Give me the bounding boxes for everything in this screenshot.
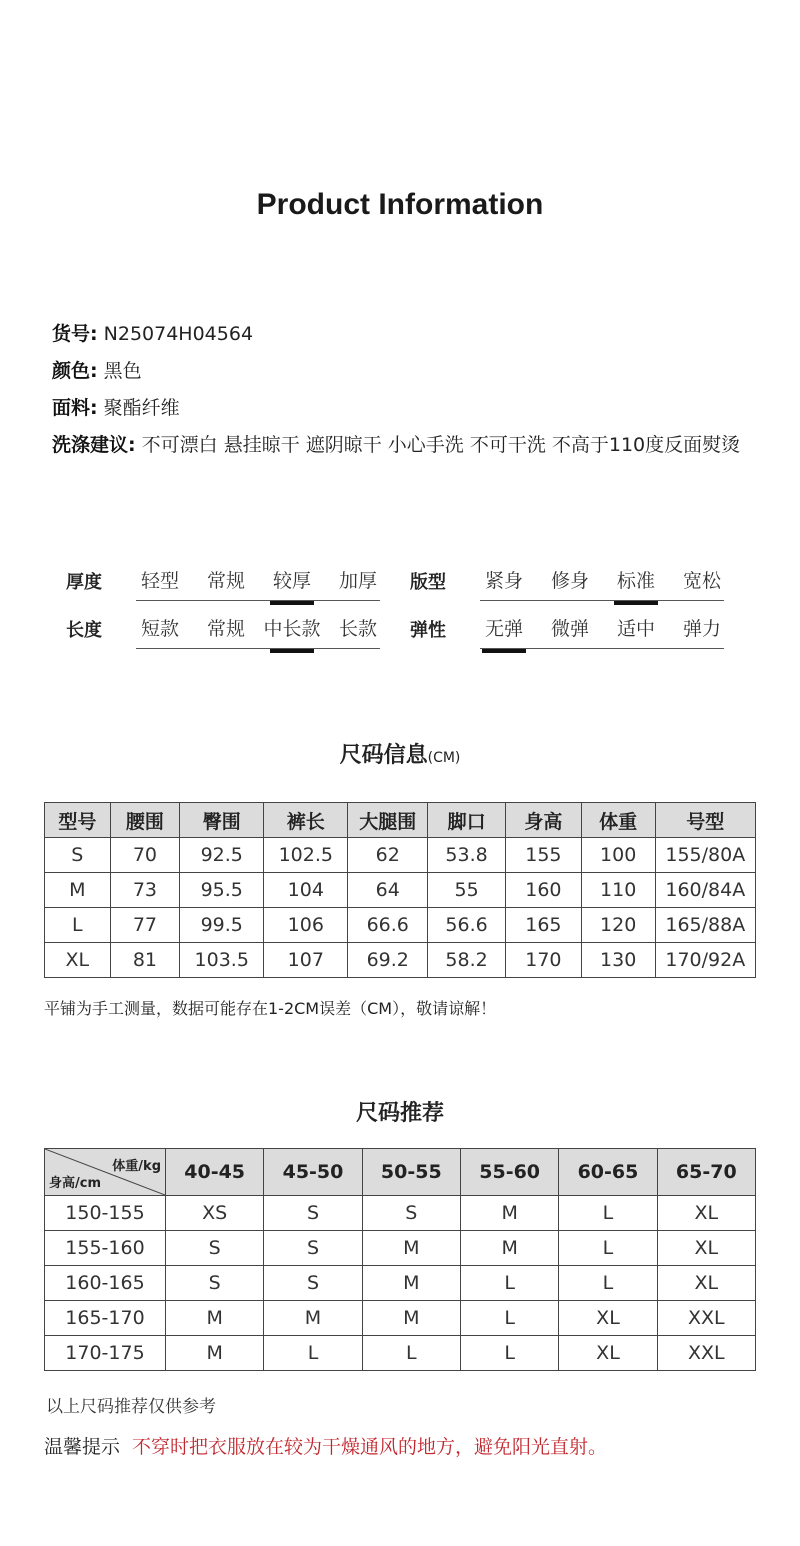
fit-option: 紧身 xyxy=(484,570,523,592)
size-row xyxy=(45,943,756,978)
size-cell: 70 xyxy=(110,838,180,873)
size-row xyxy=(45,908,756,943)
rec-size-cell: XS xyxy=(166,1196,264,1231)
rec-size-cell: S xyxy=(166,1266,264,1301)
thickness-option: 常规 xyxy=(206,570,245,592)
size-table xyxy=(44,802,756,978)
attribute-panel xyxy=(0,560,800,660)
size-cell: 73 xyxy=(110,873,180,908)
elasticity-option: 微弹 xyxy=(550,618,589,640)
length-option: 中长款 xyxy=(262,614,322,641)
length-option: 短款 xyxy=(140,618,179,640)
rec-size-cell: XXL xyxy=(657,1336,755,1371)
rec-size-cell: L xyxy=(460,1266,558,1301)
color-value: 黑色 xyxy=(103,360,142,382)
weight-col-header: 55-60 xyxy=(460,1149,558,1196)
tip-text: 不穿时把衣服放在较为干燥通风的地方，避免阳光直射。 xyxy=(132,1436,608,1458)
wash-row xyxy=(52,427,772,464)
rec-size-cell: S xyxy=(362,1196,460,1231)
size-cell: 130 xyxy=(581,943,655,978)
length-option: 长款 xyxy=(338,618,377,640)
rec-size-cell: XL xyxy=(657,1266,755,1301)
size-cell: 160/84A xyxy=(655,873,755,908)
thickness-option: 加厚 xyxy=(338,570,377,592)
rec-size-cell: L xyxy=(460,1301,558,1336)
size-cell: L xyxy=(45,908,111,943)
rec-size-cell: L xyxy=(559,1196,657,1231)
size-cell: 165/88A xyxy=(655,908,755,943)
thickness-option: 轻型 xyxy=(140,570,179,592)
weight-axis-label: 体重/kg xyxy=(112,1159,161,1174)
fabric-value: 聚酯纤维 xyxy=(103,397,180,419)
fit-option: 标准 xyxy=(606,566,666,593)
elasticity-option: 无弹 xyxy=(474,614,534,641)
size-cell: XL xyxy=(45,943,111,978)
size-cell: 110 xyxy=(581,873,655,908)
wash-label: 洗涤建议: xyxy=(52,434,136,456)
rec-size-cell: M xyxy=(264,1301,362,1336)
elasticity-scale xyxy=(480,608,724,649)
rec-table-header xyxy=(45,1149,756,1196)
size-cell: 53.8 xyxy=(428,838,506,873)
sku-row xyxy=(52,316,772,353)
rec-row xyxy=(45,1231,756,1266)
rec-size-cell: M xyxy=(362,1231,460,1266)
size-cell: S xyxy=(45,838,111,873)
size-col-header: 型号 xyxy=(45,803,111,838)
rec-size-cell: L xyxy=(362,1336,460,1371)
size-col-header: 腰围 xyxy=(110,803,180,838)
rec-row xyxy=(45,1266,756,1301)
size-col-header: 脚口 xyxy=(428,803,506,838)
size-cell: 62 xyxy=(348,838,428,873)
height-range-cell: 150-155 xyxy=(45,1196,166,1231)
rec-size-cell: XL xyxy=(657,1231,755,1266)
page-title: Product Information xyxy=(256,188,544,221)
size-cell: 160 xyxy=(506,873,582,908)
size-cell: 58.2 xyxy=(428,943,506,978)
height-range-cell: 165-170 xyxy=(45,1301,166,1336)
rec-size-cell: S xyxy=(264,1196,362,1231)
size-cell: 92.5 xyxy=(180,838,264,873)
fit-option: 宽松 xyxy=(682,570,721,592)
size-cell: 56.6 xyxy=(428,908,506,943)
color-row xyxy=(52,353,772,390)
rec-size-cell: M xyxy=(460,1196,558,1231)
rec-size-cell: L xyxy=(559,1266,657,1301)
weight-col-header: 40-45 xyxy=(166,1149,264,1196)
tip-label: 温馨提示 xyxy=(44,1436,121,1458)
thickness-option: 较厚 xyxy=(262,566,322,593)
measurement-note: 平铺为手工测量，数据可能存在1-2CM误差（CM），敬请谅解！ xyxy=(44,999,497,1018)
rec-size-cell: XXL xyxy=(657,1301,755,1336)
fit-scale xyxy=(480,560,724,601)
size-info-heading xyxy=(0,738,800,769)
rec-row xyxy=(45,1196,756,1231)
rec-table-body xyxy=(45,1196,756,1371)
size-cell: 100 xyxy=(581,838,655,873)
elasticity-option: 适中 xyxy=(616,618,655,640)
size-row xyxy=(45,873,756,908)
thickness-label: 厚度 xyxy=(66,572,102,593)
rec-size-cell: S xyxy=(264,1266,362,1301)
size-cell: 104 xyxy=(264,873,348,908)
size-cell: 120 xyxy=(581,908,655,943)
weight-col-header: 45-50 xyxy=(264,1149,362,1196)
size-col-header: 大腿围 xyxy=(348,803,428,838)
length-scale xyxy=(136,608,380,649)
size-cell: 103.5 xyxy=(180,943,264,978)
size-col-header: 身高 xyxy=(506,803,582,838)
rec-size-cell: M xyxy=(166,1301,264,1336)
size-cell: 77 xyxy=(110,908,180,943)
size-cell: 64 xyxy=(348,873,428,908)
weight-col-header: 65-70 xyxy=(657,1149,755,1196)
size-col-header: 号型 xyxy=(655,803,755,838)
fabric-label: 面料: xyxy=(52,397,98,419)
size-cell: 55 xyxy=(428,873,506,908)
rec-size-cell: XL xyxy=(559,1301,657,1336)
size-info-title: 尺码信息 xyxy=(339,743,428,768)
rec-size-cell: M xyxy=(460,1231,558,1266)
length-label: 长度 xyxy=(66,620,102,641)
fabric-row xyxy=(52,390,772,427)
rec-row xyxy=(45,1301,756,1336)
sku-value: N25074H04564 xyxy=(103,323,254,345)
size-cell: 155/80A xyxy=(655,838,755,873)
size-cell: M xyxy=(45,873,111,908)
thickness-scale xyxy=(136,560,380,601)
height-axis-label: 身高/cm xyxy=(49,1176,102,1191)
rec-size-cell: L xyxy=(264,1336,362,1371)
rec-corner-cell xyxy=(45,1149,166,1196)
rec-size-cell: XL xyxy=(657,1196,755,1231)
size-rec-title: 尺码推荐 xyxy=(355,1101,444,1126)
rec-row xyxy=(45,1336,756,1371)
sku-label: 货号: xyxy=(52,323,98,345)
rec-size-cell: S xyxy=(166,1231,264,1266)
size-info-unit: (CM) xyxy=(427,750,461,766)
size-table-header xyxy=(45,803,756,838)
size-col-header: 臀围 xyxy=(180,803,264,838)
elasticity-label: 弹性 xyxy=(410,620,446,641)
fit-label: 版型 xyxy=(410,572,446,593)
length-option: 常规 xyxy=(206,618,245,640)
warm-tip xyxy=(44,1432,607,1459)
rec-size-cell: L xyxy=(559,1231,657,1266)
rec-size-cell: M xyxy=(362,1266,460,1301)
size-cell: 95.5 xyxy=(180,873,264,908)
size-cell: 170/92A xyxy=(655,943,755,978)
weight-col-header: 50-55 xyxy=(362,1149,460,1196)
size-row xyxy=(45,838,756,873)
size-col-header: 裤长 xyxy=(264,803,348,838)
fit-option: 修身 xyxy=(550,570,589,592)
rec-note: 以上尺码推荐仅供参考 xyxy=(46,1397,216,1417)
height-range-cell: 160-165 xyxy=(45,1266,166,1301)
size-col-header: 体重 xyxy=(581,803,655,838)
size-cell: 106 xyxy=(264,908,348,943)
product-info xyxy=(52,316,772,464)
weight-col-header: 60-65 xyxy=(559,1149,657,1196)
rec-size-cell: M xyxy=(362,1301,460,1336)
size-cell: 165 xyxy=(506,908,582,943)
size-cell: 66.6 xyxy=(348,908,428,943)
rec-size-cell: M xyxy=(166,1336,264,1371)
rec-size-cell: S xyxy=(264,1231,362,1266)
elasticity-option: 弹力 xyxy=(682,618,721,640)
height-range-cell: 170-175 xyxy=(45,1336,166,1371)
height-range-cell: 155-160 xyxy=(45,1231,166,1266)
size-cell: 170 xyxy=(506,943,582,978)
rec-size-cell: L xyxy=(460,1336,558,1371)
rec-size-cell: XL xyxy=(559,1336,657,1371)
size-table-body xyxy=(45,838,756,978)
wash-value: 不可漂白 悬挂晾干 遮阴晾干 小心手洗 不可干洗 不高于110度反面熨烫 xyxy=(141,434,741,456)
size-recommendation-table xyxy=(44,1148,756,1371)
size-cell: 102.5 xyxy=(264,838,348,873)
color-label: 颜色: xyxy=(52,360,98,382)
size-cell: 81 xyxy=(110,943,180,978)
size-cell: 69.2 xyxy=(348,943,428,978)
size-cell: 99.5 xyxy=(180,908,264,943)
size-cell: 155 xyxy=(506,838,582,873)
size-cell: 107 xyxy=(264,943,348,978)
